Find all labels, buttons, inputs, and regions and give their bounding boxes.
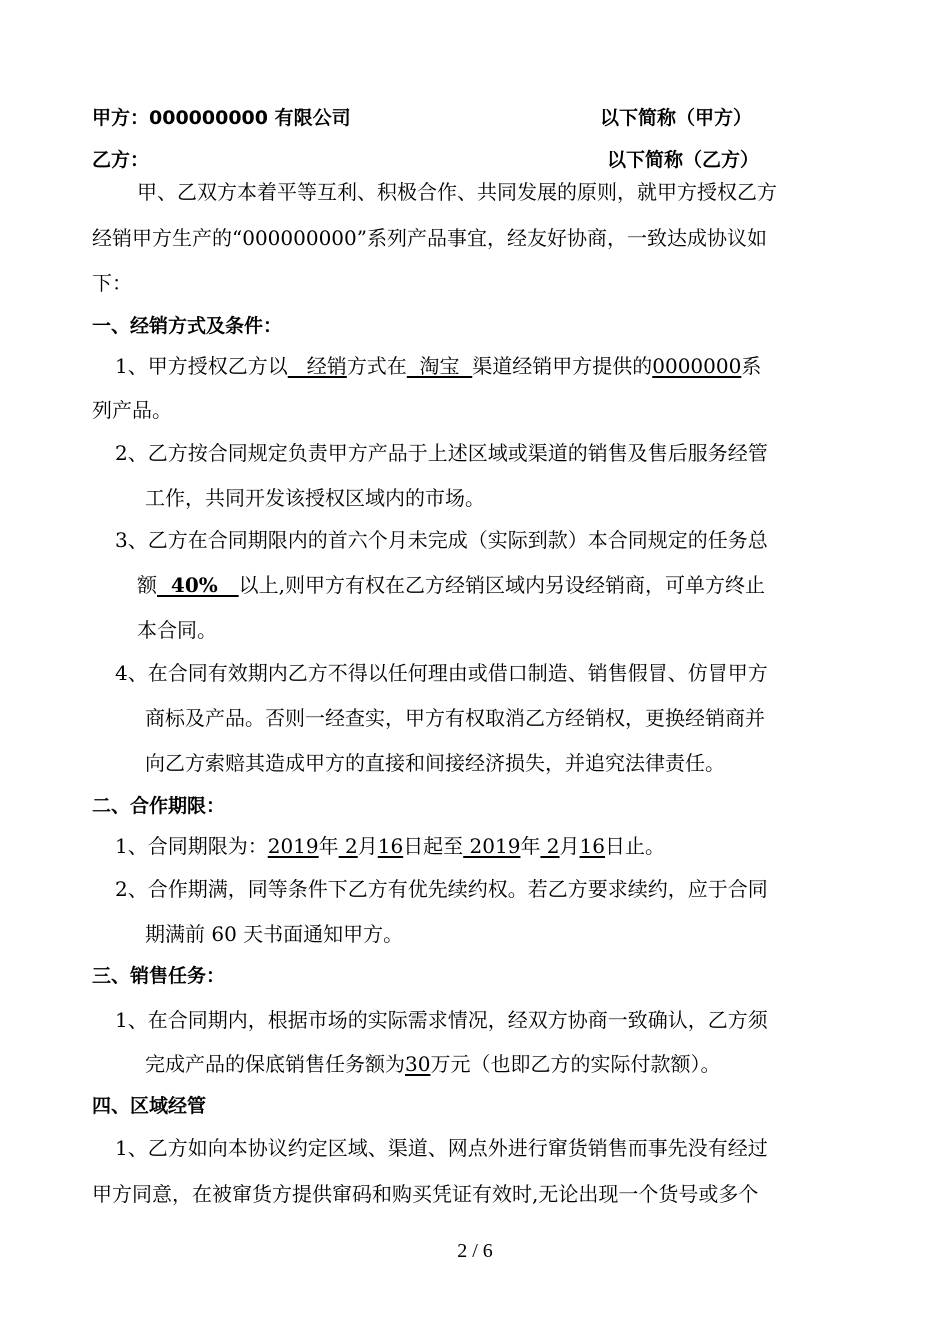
section-heading: 一、经销方式及条件：: [92, 315, 283, 337]
clause-text: 列产品。: [92, 398, 172, 422]
end-year: 2019: [463, 834, 521, 858]
page-number: 2 / 6: [457, 1240, 493, 1262]
clause-text: 1、合同期限为：: [115, 834, 268, 858]
intro-line: 甲、乙双方本着平等互利、积极合作、共同发展的原则，就甲方授权乙方: [137, 180, 777, 204]
end-day: 16: [579, 834, 605, 858]
blank-percentage: 40%: [157, 573, 239, 597]
end-month: 2: [540, 834, 560, 858]
clause-text: 工作，共同开发该授权区域内的市场。: [145, 486, 485, 510]
section-heading: 三、销售任务：: [92, 965, 226, 987]
clause-text: 2、合作期满，同等条件下乙方有优先续约权。若乙方要求续约，应于合同: [115, 877, 768, 901]
clause-text: 渠道经销甲方提供的: [472, 354, 653, 378]
section-heading: 四、区域经管: [92, 1095, 207, 1117]
blank-channel: 淘宝: [406, 354, 473, 378]
start-month: 2: [338, 834, 358, 858]
clause-text: 方式在: [346, 354, 407, 378]
clause-text: 2、乙方按合同规定负责甲方产品于上述区域或渠道的销售及售后服务经管: [115, 441, 768, 465]
clause-2-1-text: [115, 834, 665, 858]
intro-line: 下：: [92, 271, 132, 295]
clause-text: 年: [318, 834, 339, 858]
clause-text: 1、在合同期内，根据市场的实际需求情况，经双方协商一致确认，乙方须: [115, 1008, 768, 1032]
clause-text: 万元（也即乙方的实际付款额）。: [430, 1052, 721, 1076]
clause-text: 期满前 60 天书面通知甲方。: [145, 922, 404, 946]
clause-1-3-cont-text: [137, 573, 765, 597]
clause-text: 以上,则甲方有权在乙方经销区域内另设经销商，可单方终止: [238, 573, 766, 597]
clause-text: 日止。: [605, 834, 665, 858]
clause-text: 额: [137, 573, 157, 597]
party-a-label: 甲方：000000000 有限公司: [92, 107, 351, 129]
clause-text: 月: [357, 834, 378, 858]
intro-line: 经销甲方生产的“000000000”系列产品事宜，经友好协商，一致达成协议如: [92, 226, 767, 250]
clause-1-1-text: [115, 354, 761, 378]
clause-text: 月: [559, 834, 580, 858]
clause-text: 向乙方索赔其造成甲方的直接和间接经济损失，并追究法律责任。: [145, 751, 725, 775]
sales-target-amount: 30: [405, 1052, 431, 1076]
party-b-label: 乙方：: [92, 149, 150, 171]
section-heading: 二、合作期限：: [92, 795, 226, 817]
clause-text: 日起至: [403, 834, 464, 858]
clause-text: 4、在合同有效期内乙方不得以任何理由或借口制造、销售假冒、仿冒甲方: [115, 661, 768, 685]
party-a-abbr: 以下简称（甲方）: [600, 107, 753, 129]
clause-3-1-cont-text: [145, 1052, 720, 1076]
clause-text: 本合同。: [137, 618, 217, 642]
start-year: 2019: [267, 834, 319, 858]
clause-text: 3、乙方在合同期限内的首六个月未完成（实际到款）本合同规定的任务总: [115, 528, 768, 552]
blank-mode: 经销: [287, 354, 347, 378]
clause-text: 完成产品的保底销售任务额为: [145, 1052, 405, 1076]
clause-text: 年: [520, 834, 541, 858]
blank-product: 0000000: [652, 354, 742, 378]
start-day: 16: [377, 834, 404, 858]
clause-text: 甲方同意，在被窜货方提供窜码和购买凭证有效时,无论出现一个货号或多个: [92, 1182, 759, 1206]
clause-text: 1、乙方如向本协议约定区域、渠道、网点外进行窜货销售而事先没有经过: [115, 1136, 768, 1160]
clause-text: 系: [741, 354, 762, 378]
clause-text: 1、甲方授权乙方以: [115, 354, 288, 378]
clause-text: 商标及产品。否则一经查实，甲方有权取消乙方经销权，更换经销商并: [145, 706, 765, 730]
party-b-abbr: 以下简称（乙方）: [607, 149, 760, 171]
